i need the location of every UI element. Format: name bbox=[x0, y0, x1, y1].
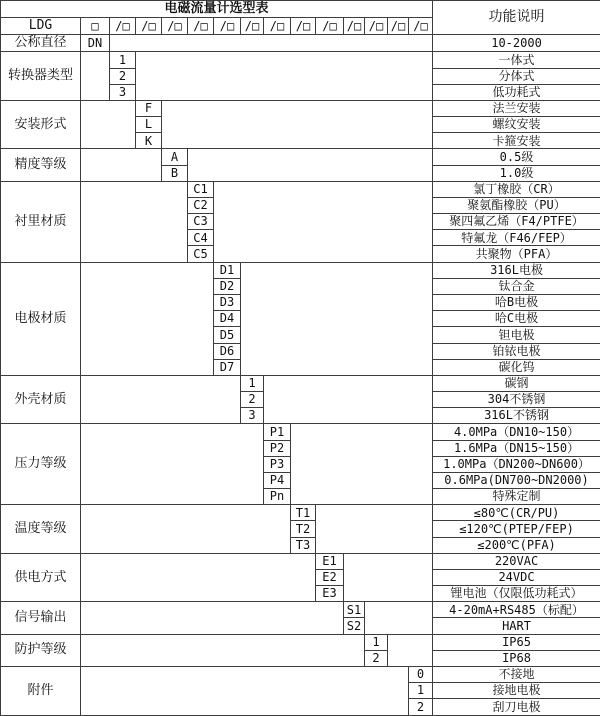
code-cell: 2 bbox=[110, 68, 136, 84]
desc-cell: 304不锈钢 bbox=[433, 392, 600, 408]
desc-cell: 0.5级 bbox=[433, 149, 600, 165]
desc-cell: 316L不锈钢 bbox=[433, 408, 600, 424]
empty-merge-cell bbox=[81, 602, 344, 634]
table-row bbox=[1, 100, 600, 116]
desc-cell: 220VAC bbox=[433, 553, 600, 569]
desc-cell: 4.0MPa（DN10~150） bbox=[433, 424, 600, 440]
page-title: 电磁流量计选型表 bbox=[1, 1, 433, 18]
slot-cell: /□ bbox=[344, 18, 365, 35]
desc-cell: 特氟龙（F46/FEP） bbox=[433, 230, 600, 246]
section-label: 衬里材质 bbox=[1, 181, 81, 262]
code-cell: E3 bbox=[316, 586, 344, 602]
desc-cell: 螺纹安装 bbox=[433, 117, 600, 133]
code-cell: 2 bbox=[241, 392, 264, 408]
code-cell: T2 bbox=[291, 521, 316, 537]
table-row bbox=[1, 424, 600, 440]
code-cell: A bbox=[162, 149, 188, 165]
empty-merge-cell bbox=[188, 149, 433, 181]
section-label: 信号输出 bbox=[1, 602, 81, 634]
table-row bbox=[1, 375, 600, 391]
desc-cell: 碳化钨 bbox=[433, 359, 600, 375]
desc-cell: 1.0MPa（DN200~DN600） bbox=[433, 456, 600, 472]
empty-merge-cell bbox=[214, 181, 433, 262]
code-cell: P1 bbox=[264, 424, 291, 440]
desc-cell: 24VDC bbox=[433, 569, 600, 585]
code-cell: C4 bbox=[188, 230, 214, 246]
desc-cell: 4-20mA+RS485（标配） bbox=[433, 602, 600, 618]
desc-cell: 1.0级 bbox=[433, 165, 600, 181]
code-cell: 1 bbox=[365, 634, 388, 650]
table-row bbox=[1, 553, 600, 569]
model-prefix-cell: LDG bbox=[1, 18, 81, 35]
desc-cell: 0.6MPa(DN700~DN2000) bbox=[433, 472, 600, 488]
slot-cell: /□ bbox=[214, 18, 241, 35]
section-label: 外壳材质 bbox=[1, 375, 81, 424]
desc-cell: ≤80℃(CR/PU) bbox=[433, 505, 600, 521]
code-cell: D5 bbox=[214, 327, 241, 343]
desc-cell: ≤120℃(PTEP/FEP) bbox=[433, 521, 600, 537]
desc-cell: 氯丁橡胶（CR） bbox=[433, 181, 600, 197]
section-label: 温度等级 bbox=[1, 505, 81, 554]
code-cell: E1 bbox=[316, 553, 344, 569]
empty-merge-cell bbox=[81, 100, 136, 149]
empty-merge-cell bbox=[81, 375, 241, 424]
table-row bbox=[1, 262, 600, 278]
slot-cell: /□ bbox=[136, 18, 162, 35]
empty-merge-cell bbox=[344, 553, 433, 602]
desc-cell: 特殊定制 bbox=[433, 489, 600, 505]
box-cell: □ bbox=[81, 18, 110, 35]
code-cell: D3 bbox=[214, 295, 241, 311]
section-label: 附件 bbox=[1, 666, 81, 715]
slot-cell: /□ bbox=[316, 18, 344, 35]
code-cell: K bbox=[136, 133, 162, 149]
code-cell: 2 bbox=[409, 699, 433, 716]
code-cell: C5 bbox=[188, 246, 214, 262]
code-cell: 1 bbox=[241, 375, 264, 391]
code-cell: C2 bbox=[188, 197, 214, 213]
desc-cell: 法兰安装 bbox=[433, 100, 600, 116]
empty-merge-cell bbox=[81, 634, 365, 666]
desc-cell: 钛合金 bbox=[433, 278, 600, 294]
code-cell: F bbox=[136, 100, 162, 116]
desc-cell: 不接地 bbox=[433, 666, 600, 682]
desc-cell: 接地电极 bbox=[433, 683, 600, 699]
empty-merge-cell bbox=[81, 505, 291, 554]
code-cell: 3 bbox=[110, 84, 136, 100]
desc-cell: 共聚物（PFA） bbox=[433, 246, 600, 262]
code-cell: E2 bbox=[316, 569, 344, 585]
table-row bbox=[1, 505, 600, 521]
desc-cell: HART bbox=[433, 618, 600, 634]
code-cell: B bbox=[162, 165, 188, 181]
desc-cell: 哈B电极 bbox=[433, 295, 600, 311]
code-cell: D6 bbox=[214, 343, 241, 359]
empty-merge-cell bbox=[291, 424, 433, 505]
desc-cell: IP65 bbox=[433, 634, 600, 650]
desc-cell: ≤200℃(PFA) bbox=[433, 537, 600, 553]
slot-cell: /□ bbox=[241, 18, 264, 35]
table-row bbox=[1, 602, 600, 618]
desc-cell: 分体式 bbox=[433, 68, 600, 84]
empty-merge-cell bbox=[81, 181, 188, 262]
empty-merge-cell bbox=[365, 602, 433, 634]
desc-cell: 聚四氟乙烯（F4/PTFE） bbox=[433, 214, 600, 230]
empty-merge-cell bbox=[316, 505, 433, 554]
empty-merge-cell bbox=[81, 424, 264, 505]
section-label: 公称直径 bbox=[1, 35, 81, 52]
table-row bbox=[1, 181, 600, 197]
desc-cell: 卡箍安装 bbox=[433, 133, 600, 149]
table-row bbox=[1, 634, 600, 650]
table-row bbox=[1, 1, 600, 18]
slot-cell: /□ bbox=[188, 18, 214, 35]
code-cell: Pn bbox=[264, 489, 291, 505]
code-cell: C1 bbox=[188, 181, 214, 197]
empty-merge-cell bbox=[81, 52, 110, 101]
code-cell: D2 bbox=[214, 278, 241, 294]
code-cell: D1 bbox=[214, 262, 241, 278]
desc-cell: 一体式 bbox=[433, 52, 600, 68]
empty-merge-cell bbox=[81, 149, 162, 181]
code-cell: 1 bbox=[409, 683, 433, 699]
slot-cell: /□ bbox=[110, 18, 136, 35]
desc-cell: 10-2000 bbox=[433, 35, 600, 52]
section-label: 转换器类型 bbox=[1, 52, 81, 101]
empty-merge-cell bbox=[241, 262, 433, 375]
code-cell: DN bbox=[81, 35, 110, 52]
slot-cell: /□ bbox=[409, 18, 433, 35]
code-cell: D7 bbox=[214, 359, 241, 375]
empty-merge-cell bbox=[81, 553, 316, 602]
code-cell: C3 bbox=[188, 214, 214, 230]
code-cell: 0 bbox=[409, 666, 433, 682]
section-label: 压力等级 bbox=[1, 424, 81, 505]
code-cell: 1 bbox=[110, 52, 136, 68]
table-row bbox=[1, 35, 600, 52]
table-row bbox=[1, 149, 600, 165]
desc-cell: 锂电池（仅限低功耗式） bbox=[433, 586, 600, 602]
code-cell: 2 bbox=[365, 650, 388, 666]
section-label: 安装形式 bbox=[1, 100, 81, 149]
empty-merge-cell bbox=[81, 262, 214, 375]
code-cell: P2 bbox=[264, 440, 291, 456]
code-cell: T3 bbox=[291, 537, 316, 553]
desc-cell: 聚氨酯橡胶（PU） bbox=[433, 197, 600, 213]
desc-cell: IP68 bbox=[433, 650, 600, 666]
slot-cell: /□ bbox=[365, 18, 388, 35]
code-cell: S1 bbox=[344, 602, 365, 618]
empty-merge-cell bbox=[136, 52, 433, 101]
slot-cell: /□ bbox=[162, 18, 188, 35]
section-label: 电极材质 bbox=[1, 262, 81, 375]
code-cell: S2 bbox=[344, 618, 365, 634]
empty-merge-cell bbox=[81, 666, 409, 715]
code-cell: P3 bbox=[264, 456, 291, 472]
empty-merge-cell bbox=[162, 100, 433, 149]
table-row bbox=[1, 52, 600, 68]
code-cell: L bbox=[136, 117, 162, 133]
code-cell: 3 bbox=[241, 408, 264, 424]
slot-cell: /□ bbox=[264, 18, 291, 35]
section-label: 防护等级 bbox=[1, 634, 81, 666]
slot-cell: /□ bbox=[291, 18, 316, 35]
code-cell: P4 bbox=[264, 472, 291, 488]
empty-merge-cell bbox=[388, 634, 433, 666]
section-label: 供电方式 bbox=[1, 553, 81, 602]
code-cell: T1 bbox=[291, 505, 316, 521]
function-column-header: 功能说明 bbox=[433, 1, 600, 35]
desc-cell: 刮刀电极 bbox=[433, 699, 600, 716]
code-cell: D4 bbox=[214, 311, 241, 327]
section-label: 精度等级 bbox=[1, 149, 81, 181]
desc-cell: 1.6MPa（DN15~150） bbox=[433, 440, 600, 456]
desc-cell: 铂铱电极 bbox=[433, 343, 600, 359]
desc-cell: 碳钢 bbox=[433, 375, 600, 391]
desc-cell: 316L电极 bbox=[433, 262, 600, 278]
empty-merge-cell bbox=[110, 35, 433, 52]
table-row bbox=[1, 666, 600, 682]
slot-cell: /□ bbox=[388, 18, 409, 35]
desc-cell: 钽电极 bbox=[433, 327, 600, 343]
empty-merge-cell bbox=[264, 375, 433, 424]
desc-cell: 低功耗式 bbox=[433, 84, 600, 100]
desc-cell: 哈C电极 bbox=[433, 311, 600, 327]
